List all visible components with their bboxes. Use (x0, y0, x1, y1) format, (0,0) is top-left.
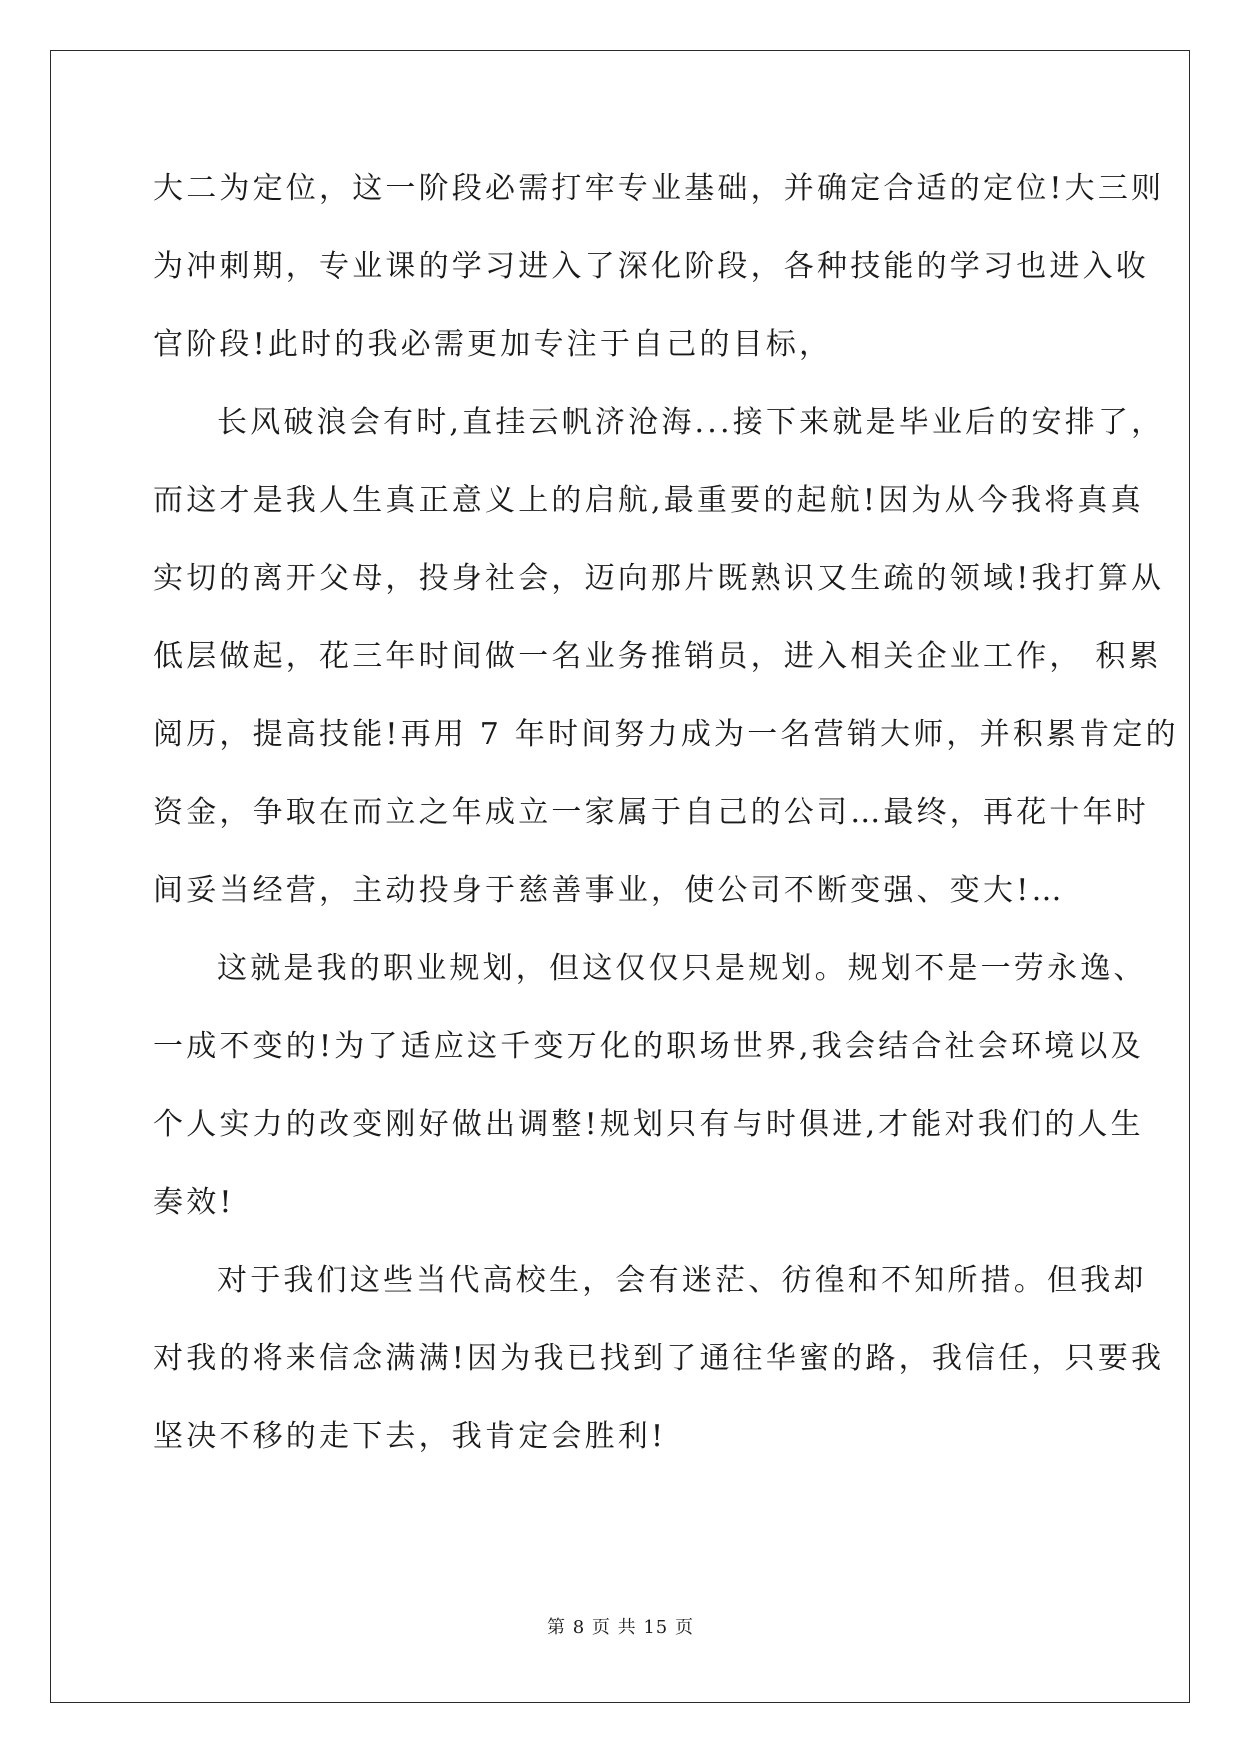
text-line: 奏效! (153, 1185, 235, 1220)
text-line: 而这才是我人生真正意义上的启航,最重要的起航!因为从今我将真真 (153, 483, 1144, 518)
text-line: 低层做起，花三年时间做一名业务推销员，进入相关企业工作， 积累 (153, 639, 1162, 674)
text-line: 官阶段!此时的我必需更加专注于自己的目标， (153, 327, 833, 362)
paragraph-start-line: 这就是我的职业规划，但这仅仅只是规划。规划不是一劳永逸、 (217, 951, 1147, 986)
text-line: 大二为定位，这一阶段必需打牢专业基础，并确定合适的定位!大三则 (153, 171, 1165, 206)
text-line: 坚决不移的走下去，我肯定会胜利! (153, 1419, 667, 1454)
text-line: 间妥当经营，主动投身于慈善事业，使公司不断变强、变大!… (153, 873, 1065, 908)
text-line: 阅历，提高技能!再用 7 年时间努力成为一名营销大师，并积累肯定的 (153, 717, 1179, 752)
paragraph-start-line: 长风破浪会有时,直挂云帆济沧海...接下来就是毕业后的安排了， (217, 405, 1165, 440)
text-line: 为冲刺期，专业课的学习进入了深化阶段，各种技能的学习也进入收 (153, 249, 1149, 284)
page-number-footer: 第 8 页 共 15 页 (547, 1617, 694, 1638)
text-line: 实切的离开父母，投身社会，迈向那片既熟识又生疏的领域!我打算从 (153, 561, 1165, 596)
text-line: 一成不变的!为了适应这千变万化的职场世界,我会结合社会环境以及 (153, 1029, 1144, 1064)
paragraph-start-line: 对于我们这些当代高校生，会有迷茫、彷徨和不知所措。但我却 (217, 1263, 1147, 1298)
text-line: 对我的将来信念满满!因为我已找到了通往华蜜的路，我信任，只要我 (153, 1341, 1165, 1376)
document-body (153, 160, 1179, 1486)
text-line: 资金，争取在而立之年成立一家属于自己的公司…最终，再花十年时 (153, 795, 1149, 830)
text-line: 个人实力的改变刚好做出调整!规划只有与时俱进,才能对我们的人生 (153, 1107, 1144, 1142)
